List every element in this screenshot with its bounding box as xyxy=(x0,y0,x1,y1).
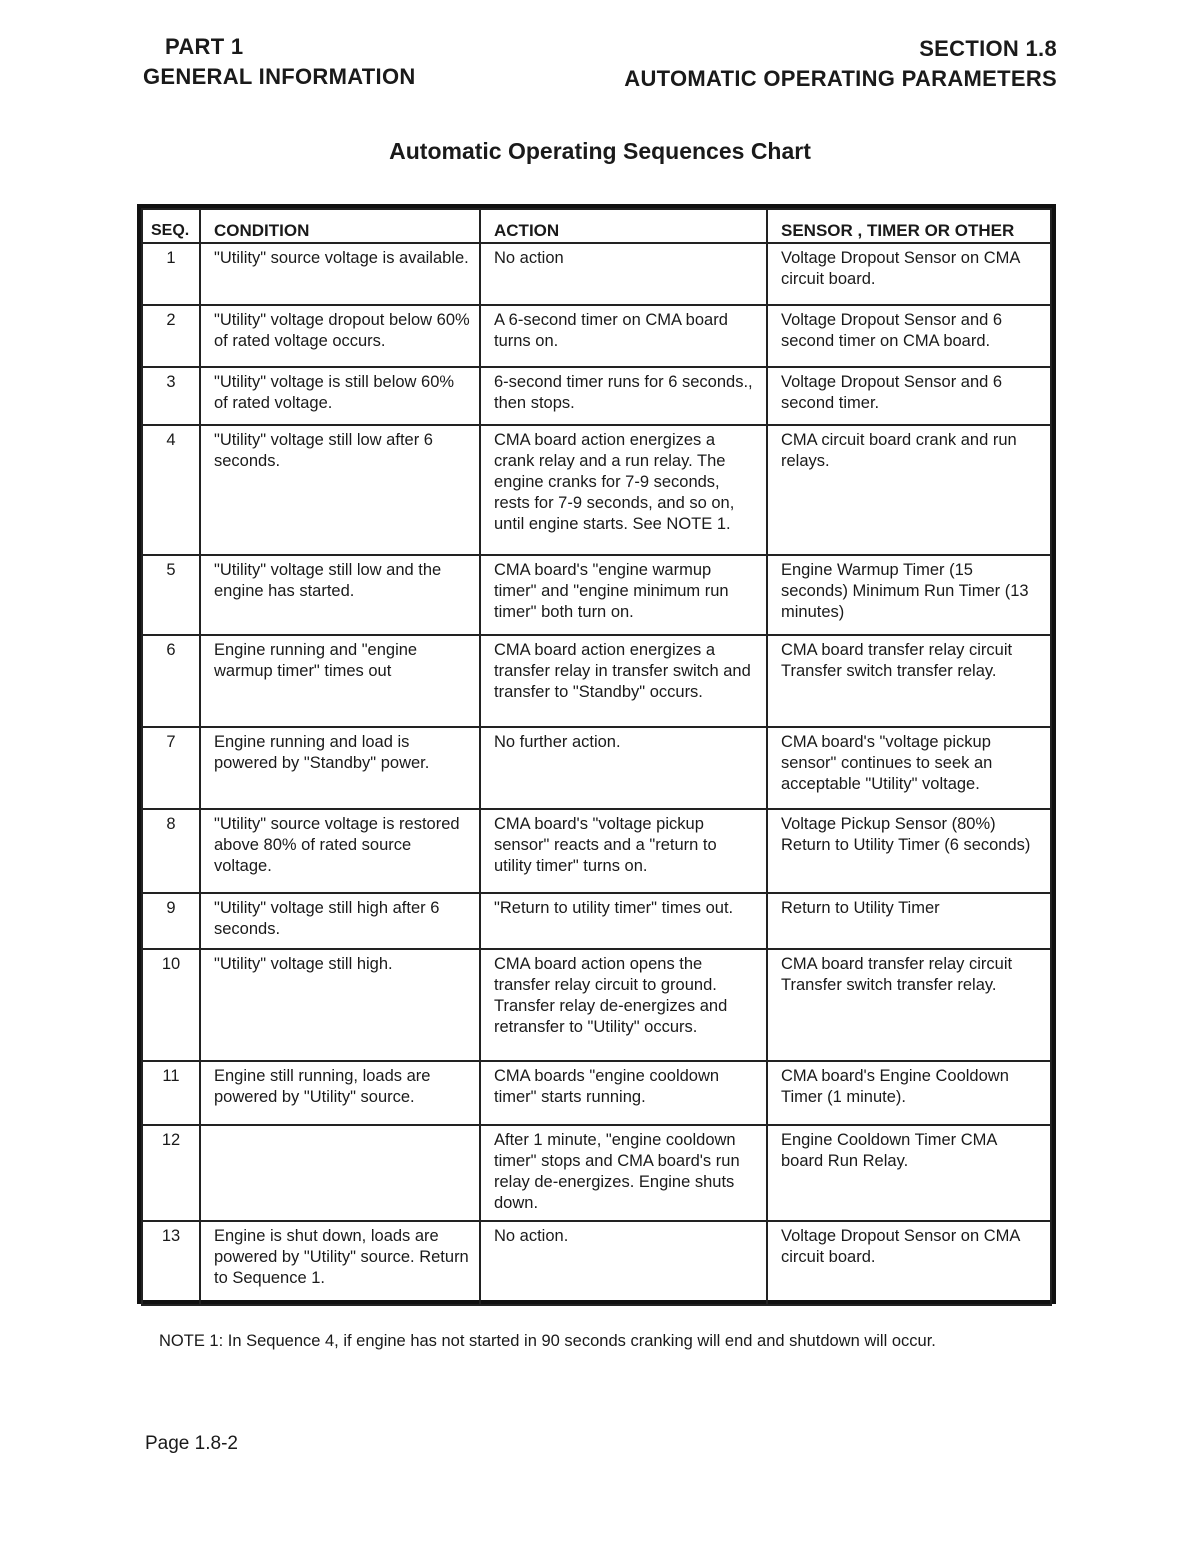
column-header-seq: SEQ. xyxy=(142,209,200,243)
sensor-cell: CMA board's Engine Cooldown Timer (1 minute). xyxy=(767,1061,1051,1125)
sensor-cell: Voltage Dropout Sensor and 6 second timer. xyxy=(767,367,1051,425)
seq-cell: 6 xyxy=(142,635,200,727)
condition-cell: Engine is shut down, loads are powered by "Utility" source. Return to Sequence 1. xyxy=(200,1221,480,1305)
action-cell: No further action. xyxy=(480,727,767,809)
table-row xyxy=(142,1061,1051,1125)
sensor-cell: Engine Cooldown Timer CMA board Run Relay. xyxy=(767,1125,1051,1221)
seq-cell: 2 xyxy=(142,305,200,367)
table-row xyxy=(142,1221,1051,1305)
seq-cell: 11 xyxy=(142,1061,200,1125)
action-cell: CMA boards "engine cooldown timer" starts running. xyxy=(480,1061,767,1125)
sensor-cell: CMA board's "voltage pickup sensor" continues to seek an acceptable "Utility" voltage. xyxy=(767,727,1051,809)
page-number: Page 1.8-2 xyxy=(145,1433,238,1454)
part-label: PART 1 xyxy=(165,34,244,59)
seq-cell: 9 xyxy=(142,893,200,949)
condition-cell: "Utility" voltage dropout below 60% of rated voltage occurs. xyxy=(200,305,480,367)
table-row xyxy=(142,555,1051,635)
part-title: GENERAL INFORMATION xyxy=(143,64,416,89)
action-cell: 6-second timer runs for 6 seconds., then stops. xyxy=(480,367,767,425)
condition-cell: Engine running and "engine warmup timer" times out xyxy=(200,635,480,727)
seq-cell: 13 xyxy=(142,1221,200,1305)
section-title: AUTOMATIC OPERATING PARAMETERS xyxy=(624,66,1057,91)
seq-cell: 1 xyxy=(142,243,200,305)
condition-cell: Engine still running, loads are powered by "Utility" source. xyxy=(200,1061,480,1125)
table-row xyxy=(142,635,1051,727)
seq-cell: 10 xyxy=(142,949,200,1061)
table-row xyxy=(142,425,1051,555)
table-row xyxy=(142,727,1051,809)
sensor-cell: CMA board transfer relay circuit Transfer switch transfer relay. xyxy=(767,635,1051,727)
table-row xyxy=(142,1125,1051,1221)
seq-cell: 12 xyxy=(142,1125,200,1221)
sequences-table-frame xyxy=(137,204,1056,1304)
column-header-action: ACTION xyxy=(480,209,767,243)
section-label: SECTION 1.8 xyxy=(919,36,1057,61)
condition-cell: Engine running and load is powered by "Standby" power. xyxy=(200,727,480,809)
action-cell: CMA board action energizes a crank relay and a run relay. The engine cranks for 7-9 seconds, rests for 7-9 seconds, and so on, until engine starts. See NOTE 1. xyxy=(480,425,767,555)
table-row xyxy=(142,949,1051,1061)
condition-cell: "Utility" voltage still high. xyxy=(200,949,480,1061)
condition-cell: "Utility" voltage still high after 6 seconds. xyxy=(200,893,480,949)
sensor-cell: Voltage Dropout Sensor and 6 second timer on CMA board. xyxy=(767,305,1051,367)
action-cell: CMA board action energizes a transfer relay in transfer switch and transfer to "Standby" occurs. xyxy=(480,635,767,727)
seq-cell: 3 xyxy=(142,367,200,425)
seq-cell: 7 xyxy=(142,727,200,809)
sensor-cell: CMA circuit board crank and run relays. xyxy=(767,425,1051,555)
sensor-cell: Voltage Pickup Sensor (80%) Return to Utility Timer (6 seconds) xyxy=(767,809,1051,893)
footnote: NOTE 1: In Sequence 4, if engine has not started in 90 seconds cranking will end and shutdown will occur. xyxy=(159,1332,936,1350)
seq-cell: 8 xyxy=(142,809,200,893)
action-cell: CMA board action opens the transfer relay circuit to ground. Transfer relay de-energizes and retransfer to "Utility" occurs. xyxy=(480,949,767,1061)
action-cell: No action xyxy=(480,243,767,305)
sensor-cell: Voltage Dropout Sensor on CMA circuit board. xyxy=(767,1221,1051,1305)
condition-cell xyxy=(200,1125,480,1221)
chart-title: Automatic Operating Sequences Chart xyxy=(389,138,811,164)
seq-cell: 5 xyxy=(142,555,200,635)
sensor-cell: Return to Utility Timer xyxy=(767,893,1051,949)
table-row xyxy=(142,893,1051,949)
table-row xyxy=(142,243,1051,305)
condition-cell: "Utility" source voltage is restored above 80% of rated source voltage. xyxy=(200,809,480,893)
condition-cell: "Utility" voltage is still below 60% of rated voltage. xyxy=(200,367,480,425)
part-header xyxy=(143,32,416,92)
action-cell: No action. xyxy=(480,1221,767,1305)
sensor-cell: Engine Warmup Timer (15 seconds) Minimum Run Timer (13 minutes) xyxy=(767,555,1051,635)
sensor-cell: CMA board transfer relay circuit Transfer switch transfer relay. xyxy=(767,949,1051,1061)
action-cell: A 6-second timer on CMA board turns on. xyxy=(480,305,767,367)
column-header-condition: CONDITION xyxy=(200,209,480,243)
table-row xyxy=(142,367,1051,425)
table-row xyxy=(142,305,1051,367)
column-header-sensor: SENSOR , TIMER OR OTHER xyxy=(767,209,1051,243)
condition-cell: "Utility" voltage still low after 6 seconds. xyxy=(200,425,480,555)
action-cell: "Return to utility timer" times out. xyxy=(480,893,767,949)
section-header xyxy=(624,34,1057,94)
sequences-table xyxy=(141,208,1052,1306)
sensor-cell: Voltage Dropout Sensor on CMA circuit board. xyxy=(767,243,1051,305)
table-header-row xyxy=(142,209,1051,243)
condition-cell: "Utility" voltage still low and the engine has started. xyxy=(200,555,480,635)
seq-cell: 4 xyxy=(142,425,200,555)
action-cell: After 1 minute, "engine cooldown timer" stops and CMA board's run relay de-energizes. Engine shuts down. xyxy=(480,1125,767,1221)
action-cell: CMA board's "engine warmup timer" and "engine minimum run timer" both turn on. xyxy=(480,555,767,635)
condition-cell: "Utility" source voltage is available. xyxy=(200,243,480,305)
table-row xyxy=(142,809,1051,893)
action-cell: CMA board's "voltage pickup sensor" reacts and a "return to utility timer" turns on. xyxy=(480,809,767,893)
